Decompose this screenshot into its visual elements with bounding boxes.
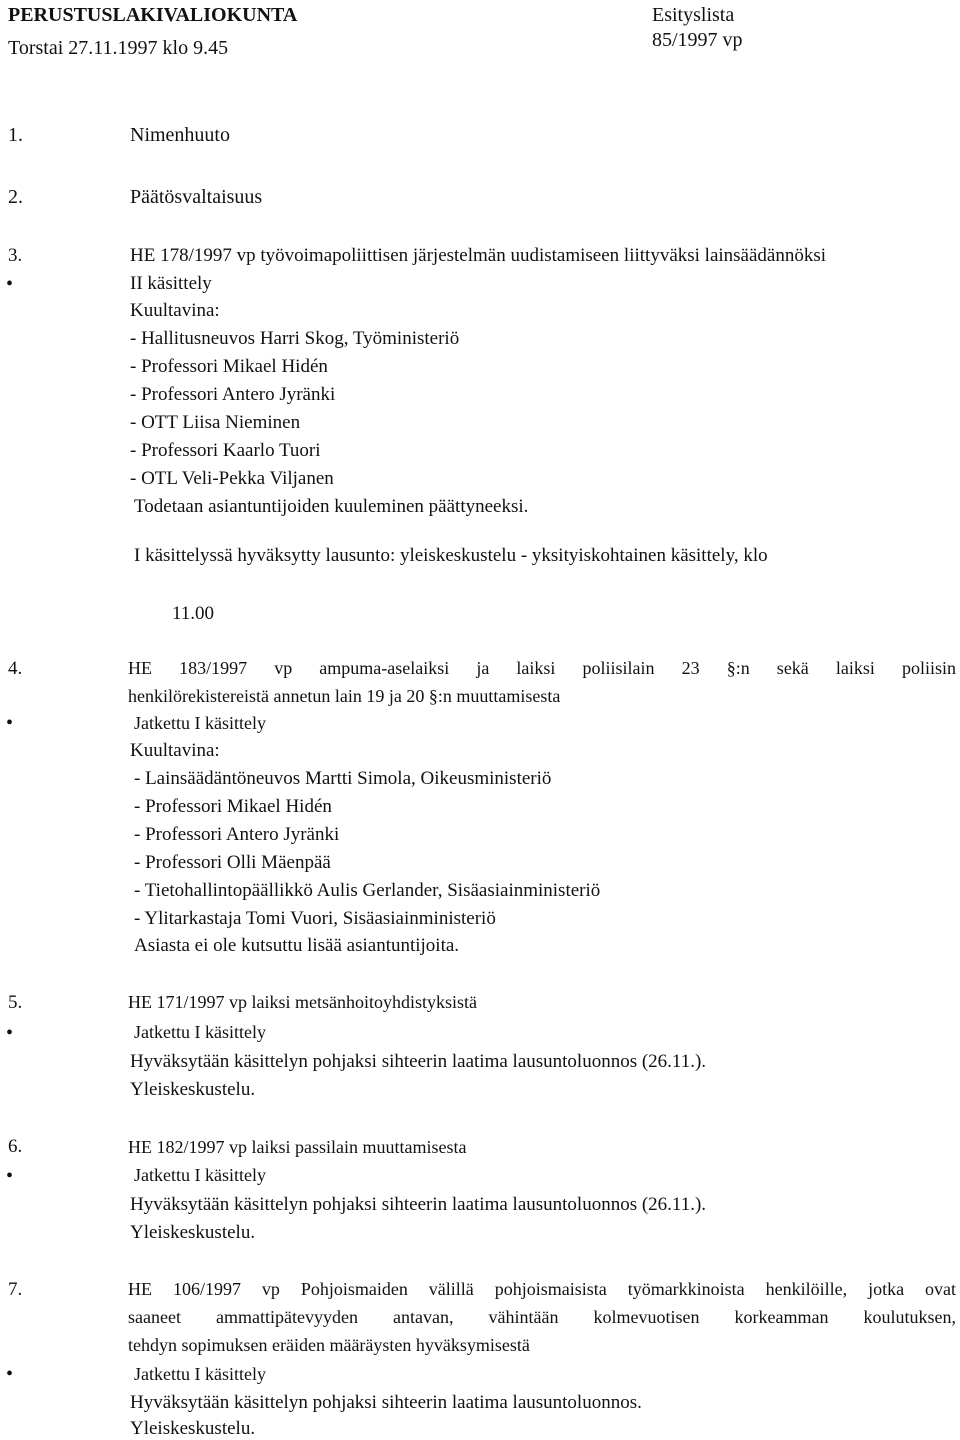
item-number: 3. xyxy=(8,245,23,266)
item-number: 4. xyxy=(8,658,23,679)
expert-entry: - Professori Antero Jyränki xyxy=(134,824,340,845)
item-title: HE 178/1997 vp työvoimapoliittisen järjestelmän uudistamiseen liittyväksi lainsäädännöksi xyxy=(130,245,827,266)
document-type: Esityslista xyxy=(652,4,735,26)
item-note-2: Yleiskeskustelu. xyxy=(130,1222,256,1243)
item-title: HE 182/1997 vp laiksi passilain muuttamisesta xyxy=(128,1137,467,1157)
expert-entry: - Professori Mikael Hidén xyxy=(134,796,332,817)
item-note: Todetaan asiantuntijoiden kuuleminen päättyneeksi. xyxy=(134,496,529,517)
item-title-line-1: HE 183/1997 vp ampuma-aselaiksi ja laiksi poliisilain 23 §:n sekä laiksi poliisin xyxy=(128,658,956,678)
item-note-2: Yleiskeskustelu. xyxy=(130,1079,256,1100)
item-stage: Jatkettu I käsittely xyxy=(134,1022,266,1042)
item-note-2: I käsittelyssä hyväksytty lausunto: yleiskeskustelu - yksityiskohtainen käsittely, klo xyxy=(134,545,768,566)
item-title: Nimenhuuto xyxy=(130,124,230,146)
item-stage: Jatkettu I käsittely xyxy=(134,1165,266,1185)
item-stage: II käsittely xyxy=(130,273,212,294)
item-number: 1. xyxy=(8,124,23,146)
expert-entry: - OTL Veli-Pekka Viljanen xyxy=(130,468,334,489)
item-title: HE 171/1997 vp laiksi metsänhoitoyhdistyksistä xyxy=(128,992,477,1012)
item-note: Asiasta ei ole kutsuttu lisää asiantuntijoita. xyxy=(134,935,460,956)
item-note: Hyväksytään käsittelyn pohjaksi sihteerin laatima lausuntoluonnos. xyxy=(130,1392,642,1413)
bullet-dot-icon: • xyxy=(6,712,14,734)
heard-label: Kuultavina: xyxy=(130,300,220,321)
committee-name: PERUSTUSLAKIVALIOKUNTA xyxy=(8,4,298,26)
expert-entry: - OTT Liisa Nieminen xyxy=(130,412,301,433)
expert-entry: - Hallitusneuvos Harri Skog, Työministeriö xyxy=(130,328,460,349)
item-title: Päätösvaltaisuus xyxy=(130,186,263,208)
bullet-dot-icon: • xyxy=(6,1165,14,1187)
item-note-time: 11.00 xyxy=(172,603,215,624)
item-number: 2. xyxy=(8,186,23,208)
item-stage: Jatkettu I käsittely xyxy=(134,713,266,733)
bullet-dot-icon: • xyxy=(6,1363,14,1385)
item-title-line-2: henkilörekistereistä annetun lain 19 ja 20 §:n muuttamisesta xyxy=(128,686,561,706)
expert-entry: - Professori Olli Mäenpää xyxy=(134,852,331,873)
item-note-2: Yleiskeskustelu. xyxy=(130,1418,256,1439)
meeting-date: Torstai 27.11.1997 klo 9.45 xyxy=(8,37,229,59)
expert-entry: - Lainsäädäntöneuvos Martti Simola, Oikeusministeriö xyxy=(134,768,552,789)
expert-entry: - Professori Kaarlo Tuori xyxy=(130,440,321,461)
item-title-line-3: tehdyn sopimuksen eräiden määräysten hyväksymisestä xyxy=(128,1335,530,1355)
item-number: 7. xyxy=(8,1279,23,1300)
item-note: Hyväksytään käsittelyn pohjaksi sihteerin laatima lausuntoluonnos (26.11.). xyxy=(130,1194,707,1215)
heard-label: Kuultavina: xyxy=(130,740,220,761)
item-title-line-2: saaneet ammattipätevyyden antavan, vähintään kolmevuotisen korkeamman koulutuksen, xyxy=(128,1307,956,1327)
item-number: 6. xyxy=(8,1136,23,1157)
item-note: Hyväksytään käsittelyn pohjaksi sihteerin laatima lausuntoluonnos (26.11.). xyxy=(130,1051,707,1072)
expert-entry: - Tietohallintopäällikkö Aulis Gerlander, Sisäasiainministeriö xyxy=(134,880,601,901)
expert-entry: - Ylitarkastaja Tomi Vuori, Sisäasiainministeriö xyxy=(134,908,496,929)
expert-entry: - Professori Antero Jyränki xyxy=(130,384,336,405)
expert-entry: - Professori Mikael Hidén xyxy=(130,356,328,377)
item-title-line-1: HE 106/1997 vp Pohjoismaiden välillä pohjoismaisista työmarkkinoista henkilöille, jotka ovat xyxy=(128,1279,956,1299)
document-number: 85/1997 vp xyxy=(652,29,743,51)
item-stage: Jatkettu I käsittely xyxy=(134,1364,266,1384)
item-number: 5. xyxy=(8,992,23,1013)
bullet-dot-icon: • xyxy=(6,273,14,295)
bullet-dot-icon: • xyxy=(6,1022,14,1044)
